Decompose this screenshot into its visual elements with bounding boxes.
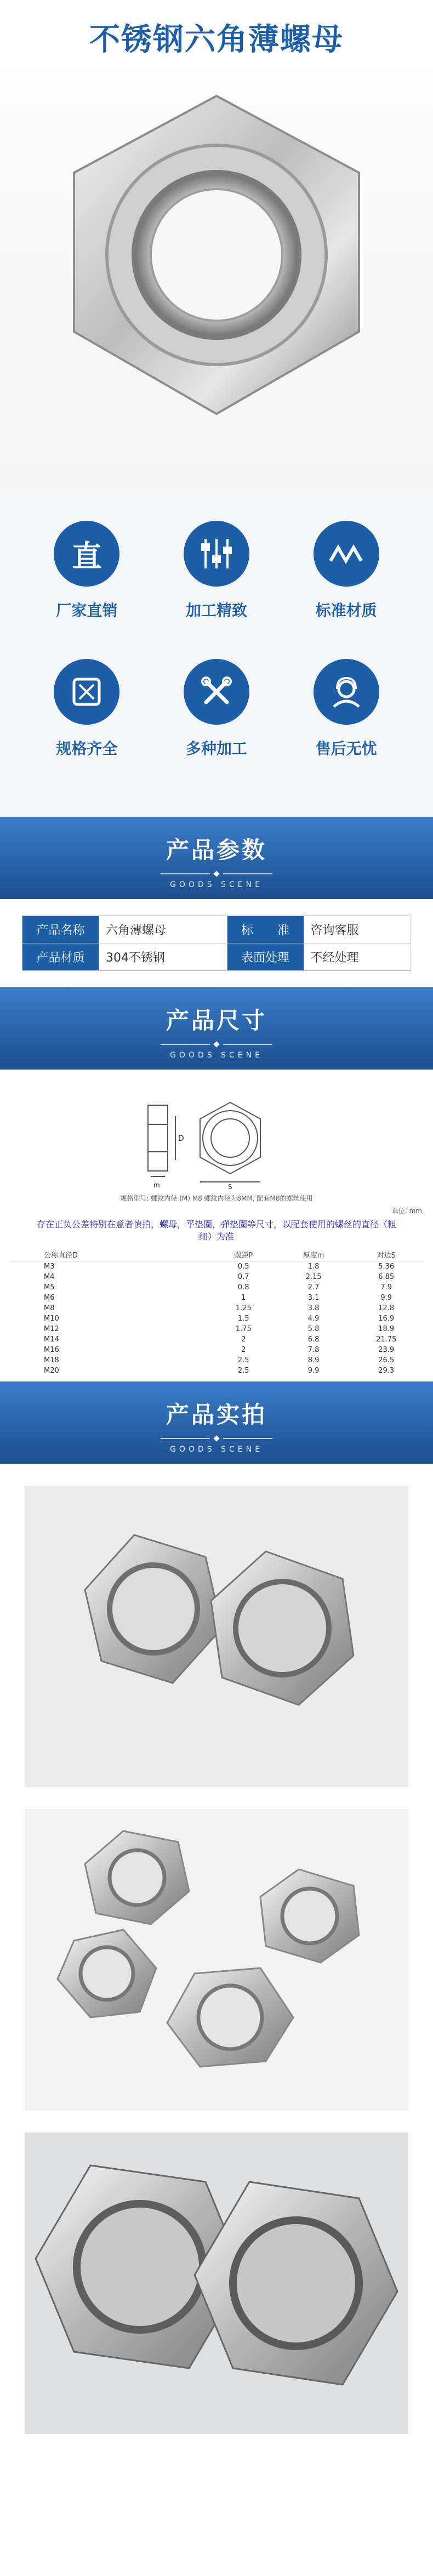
table-row: 产品材质 304不锈钢 表面处理 不经处理 [22,943,411,971]
params-table [22,915,411,971]
feature-label: 加工精致 [185,601,247,619]
tools-icon [184,659,249,725]
size-row: M12 1.75 5.8 18.9 [44,1325,395,1333]
params-section [0,899,433,987]
hero-section [0,0,433,488]
size-row: M6 1 3.1 9.9 [44,1294,392,1302]
expand-arrows-icon [54,659,119,725]
size-row: M18 2.5 8.9 26.5 [44,1356,395,1364]
size-row: M8 1.25 3.8 12.8 [44,1304,395,1312]
customer-service-icon [314,659,379,725]
hero-nut-image [52,79,381,430]
material-icon [314,521,379,587]
feature-standard-material [292,521,401,621]
table-header-row: 公称直径D 螺距P 厚度m 对边S [11,1248,422,1261]
feature-after-sales [292,659,401,759]
size-row: M3 0.5 1.8 5.36 [44,1263,395,1271]
feature-label: 规格齐全 [56,740,118,758]
product-photo-3 [25,2133,408,2434]
section-header-photos [0,1381,433,1464]
feature-label: 厂家直销 [56,601,118,619]
svg-text:m: m [153,1181,160,1189]
nut-dimension-diagram [11,1081,422,1190]
size-notice: 存在正负公差特别在意者慎拍，螺母，平垫圈，弹垫圈等尺寸，以配套使用的螺丝的直径（粗细）为准 [36,1219,396,1242]
feature-label: 标准材质 [315,601,377,619]
svg-text:S: S [228,1183,232,1190]
section-subtitle: GOODS SCENE [170,1051,263,1060]
size-unit: 单位: mm [391,1207,422,1215]
feature-multi-processing [162,659,271,759]
size-row: M16 2 7.8 23.9 [44,1346,395,1354]
section-title: 产品尺寸 [166,1007,267,1034]
features-section [0,488,433,817]
size-row: M20 2.5 9.9 29.3 [44,1367,395,1375]
size-row: M14 2 6.8 21.75 [44,1335,397,1344]
feature-label: 多种加工 [185,740,247,758]
product-photo-1 [25,1486,408,1787]
table-row: 产品名称 六角薄螺母 标 准 咨询客服 [22,916,411,943]
size-row: M4 0.7 2.15 6.85 [44,1273,395,1281]
section-header-params [0,817,433,899]
feature-factory-direct [32,521,141,621]
feature-label: 售后无忧 [315,740,377,758]
page-title: 不锈钢六角薄螺母 [89,22,344,58]
product-photo-2 [25,1809,408,2111]
sliders-icon [184,521,249,587]
size-section [0,1070,433,1381]
size-caption: 规格型号: 螺纹内径 (M) M8 螺纹内径为8MM, 配套M8的螺丝使用 [120,1195,313,1202]
size-row: M10 1.5 4.9 16.9 [44,1315,395,1323]
size-table [11,1248,422,1376]
section-title: 产品参数 [166,837,267,863]
feature-full-specs [32,659,141,759]
section-header-size [0,987,433,1070]
feature-fine-processing [162,521,271,621]
factory-direct-icon: 直 [54,521,119,587]
section-subtitle: GOODS SCENE [170,880,263,889]
section-subtitle: GOODS SCENE [170,1445,263,1454]
svg-text:D: D [178,1134,184,1143]
section-title: 产品实拍 [166,1401,267,1428]
size-row: M5 0.8 2.7 7.9 [44,1283,392,1292]
